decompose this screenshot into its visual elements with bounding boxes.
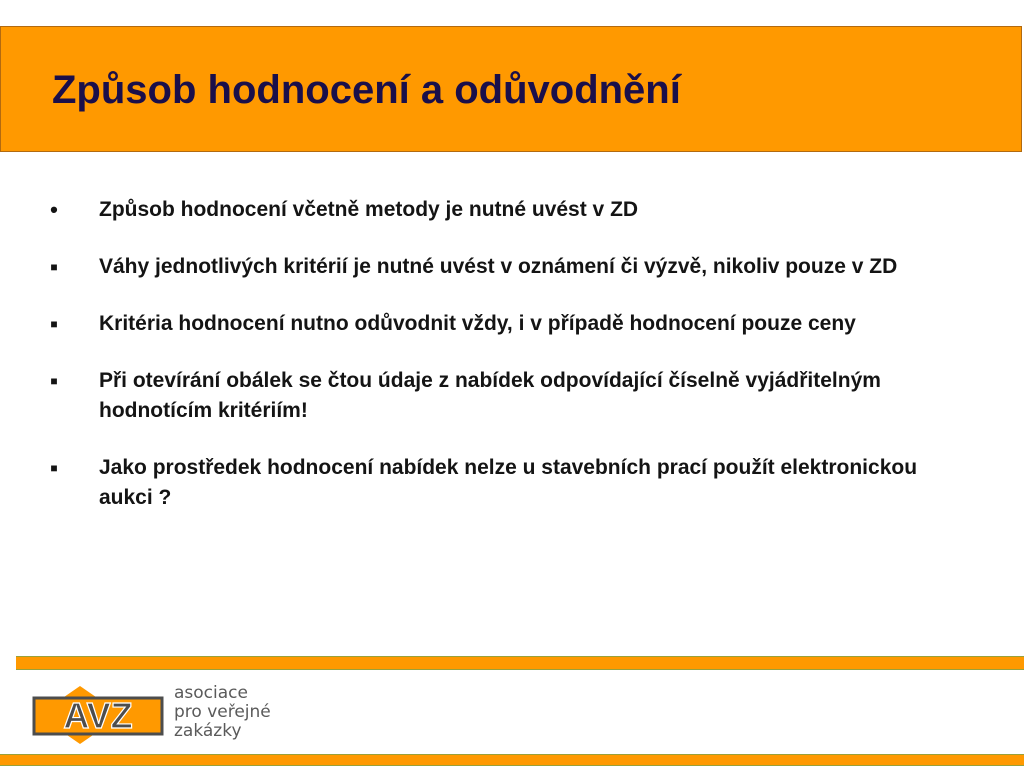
bullet-text: Při otevírání obálek se čtou údaje z nabídek odpovídající číselně vyjádřitelným hodnotícím kritériím!	[99, 369, 881, 422]
avz-logo	[28, 684, 288, 746]
bullet-item	[40, 366, 950, 426]
bullet-square-icon: ■	[50, 260, 58, 274]
logo-line-3: zakázky	[174, 721, 242, 741]
bullet-text: Váhy jednotlivých kritérií je nutné uvést v oznámení či výzvě, nikoliv pouze v ZD	[99, 255, 898, 278]
bullet-dot-icon: •	[50, 197, 58, 222]
logo-wordmark	[174, 684, 271, 741]
bullet-text: Způsob hodnocení včetně metody je nutné uvést v ZD	[99, 198, 639, 221]
bullet-square-icon: ■	[50, 461, 58, 475]
avz-logo-icon	[28, 684, 168, 746]
bullet-item	[40, 252, 950, 282]
bullet-text: Jako prostředek hodnocení nabídek nelze u stavebních prací použít elektronickou aukci ?	[99, 456, 918, 509]
bullet-square-icon: ■	[50, 374, 58, 388]
footer-divider-bottom	[0, 754, 1024, 766]
bullet-item	[40, 453, 950, 513]
logo-line-1: asociace	[174, 683, 248, 703]
logo-mark-text: AVZ	[63, 695, 133, 736]
bullet-text: Kritéria hodnocení nutno odůvodnit vždy, i v případě hodnocení pouze ceny	[99, 312, 856, 335]
bullet-list	[40, 195, 950, 540]
logo-line-2: pro veřejné	[174, 702, 271, 722]
slide-title: Způsob hodnocení a odůvodnění	[52, 68, 681, 112]
footer-divider-top	[16, 656, 1024, 670]
bullet-square-icon: ■	[50, 317, 58, 331]
bullet-item	[40, 309, 950, 339]
bullet-item	[40, 195, 950, 225]
